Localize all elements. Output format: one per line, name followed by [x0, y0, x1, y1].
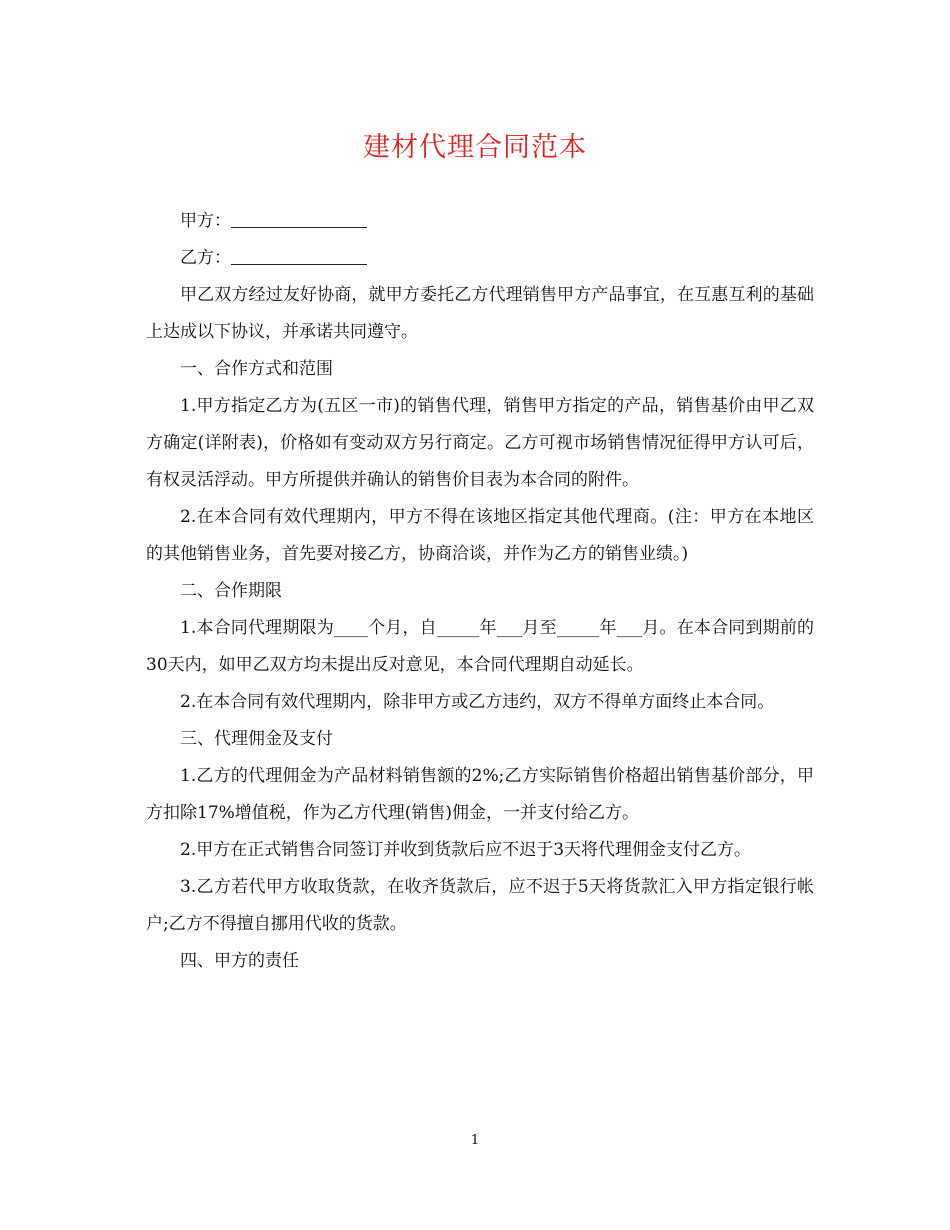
section-heading: 三、代理佣金及支付	[180, 729, 333, 749]
section-heading: 一、合作方式和范围	[180, 359, 333, 379]
paragraph: 甲乙双方经过友好协商，就甲方委托乙方代理销售甲方产品事宜，在互惠互利的基础上达成以下协议，并承诺共同遵守。	[146, 285, 814, 342]
paragraph: 2.在本合同有效代理期内，除非甲方或乙方违约，双方不得单方面终止本合同。	[180, 692, 775, 712]
party-a-line	[146, 203, 814, 240]
section-heading: 二、合作期限	[180, 581, 282, 601]
party-a-label: 甲方：	[180, 211, 231, 231]
party-b-label: 乙方：	[180, 248, 231, 268]
party-b-line	[146, 240, 814, 277]
paragraph: 2.在本合同有效代理期内，甲方不得在该地区指定其他代理商。(注：甲方在本地区的其他销售业务，首先要对接乙方，协商洽谈，并作为乙方的销售业绩。)	[146, 507, 814, 564]
document-body	[146, 203, 814, 980]
party-a-blank	[231, 207, 367, 228]
section-heading: 四、甲方的责任	[180, 951, 299, 971]
paragraph: 1.乙方的代理佣金为产品材料销售额的2%;乙方实际销售价格超出销售基价部分，甲方扣除17%增值税，作为乙方代理(销售)佣金，一并支付给乙方。	[146, 766, 814, 823]
paragraph: 1.甲方指定乙方为(五区一市)的销售代理，销售甲方指定的产品，销售基价由甲乙双方确定(详附表)，价格如有变动双方另行商定。乙方可视市场销售情况征得甲方认可后，有权灵活浮动。甲方所提供并确认的销售价目表为本合同的附件。	[146, 396, 814, 490]
paragraph: 3.乙方若代甲方收取货款，在收齐货款后，应不迟于5天将货款汇入甲方指定银行帐户;乙方不得擅自挪用代收的货款。	[146, 877, 814, 934]
document-title: 建材代理合同范本	[363, 132, 587, 163]
paragraph: 1.本合同代理期限为____个月，自_____年___月至_____年___月。在本合同到期前的30天内，如甲乙双方均未提出反对意见，本合同代理期自动延长。	[146, 618, 814, 675]
paragraph: 2.甲方在正式销售合同签订并收到货款后应不迟于3天将代理佣金支付乙方。	[180, 840, 752, 860]
page-number: 1	[470, 1133, 480, 1148]
party-b-blank	[231, 244, 367, 265]
